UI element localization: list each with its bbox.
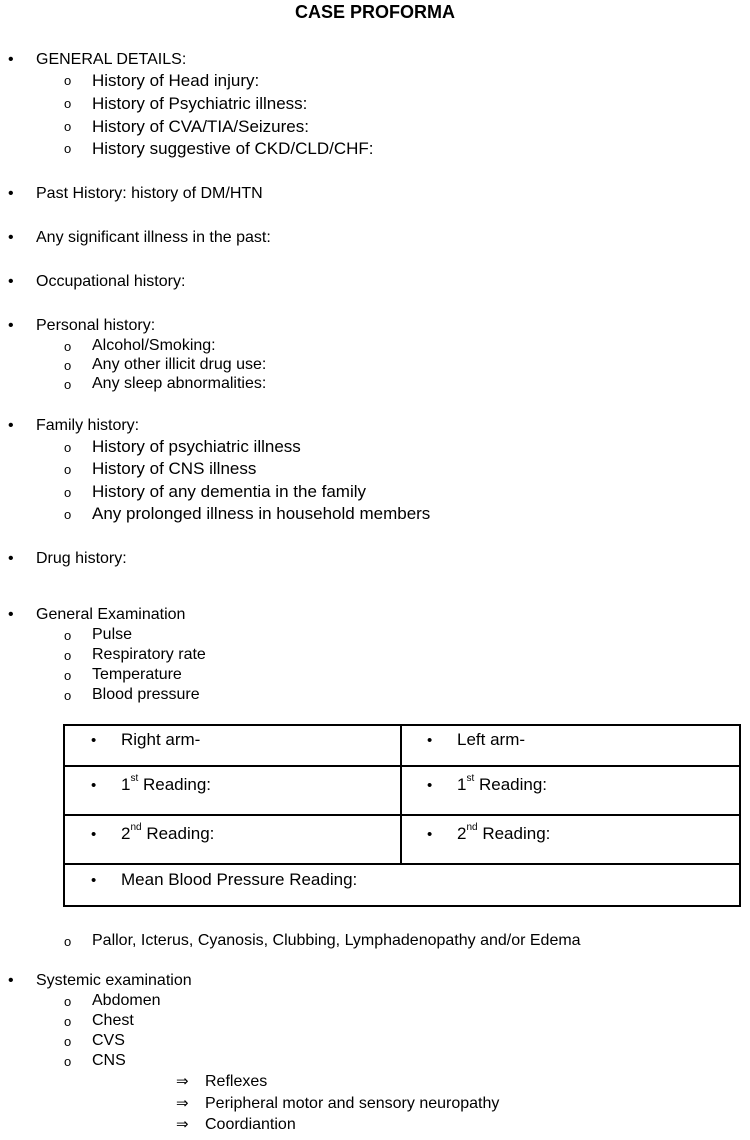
general-details-item: History of Head injury: — [92, 71, 260, 90]
significant-illness: Any significant illness in the past: — [36, 229, 271, 246]
arrow-icon: ⇒ — [176, 1116, 189, 1133]
bullet-icon: • — [427, 732, 433, 749]
sub-bullet-icon: o — [64, 96, 72, 111]
sub-bullet-icon: o — [64, 688, 72, 703]
sub-bullet-icon: o — [64, 1034, 72, 1049]
table-row-divider — [65, 765, 739, 767]
past-history: Past History: history of DM/HTN — [36, 185, 263, 202]
personal-history-label: Personal history: — [36, 317, 156, 334]
mean-bp-label: Mean Blood Pressure Reading: — [121, 870, 358, 889]
table-cell-left-second-reading — [427, 822, 551, 843]
sub-bullet-icon: o — [64, 485, 72, 500]
general-details-item: History of CVA/TIA/Seizures: — [92, 117, 309, 136]
bullet-icon: • — [8, 972, 14, 989]
family-history-item: Any prolonged illness in household members — [92, 504, 431, 523]
sub-bullet-icon: o — [64, 934, 72, 949]
bullet-icon: • — [427, 826, 433, 843]
general-examination-item: Pulse — [92, 626, 133, 643]
blood-pressure-table — [63, 724, 741, 907]
bullet-icon: • — [8, 185, 14, 202]
drug-history: Drug history: — [36, 550, 127, 567]
sub-bullet-icon: o — [64, 440, 72, 455]
systemic-examination-item: CVS — [92, 1032, 125, 1049]
table-cell-left-arm — [427, 731, 525, 748]
bullet-icon: • — [8, 417, 14, 434]
reading-label: Reading: — [482, 824, 551, 843]
table-row-divider — [65, 863, 739, 865]
table-cell-right-first-reading — [91, 773, 212, 794]
table-cell-right-second-reading — [91, 822, 215, 843]
bullet-icon: • — [91, 872, 97, 889]
ordinal-suffix: nd — [466, 822, 478, 833]
arrow-icon: ⇒ — [176, 1073, 189, 1090]
ordinal-number: 2 — [457, 824, 467, 843]
personal-history-item: Alcohol/Smoking: — [92, 337, 216, 354]
bullet-icon: • — [8, 317, 14, 334]
systemic-examination-item: CNS — [92, 1052, 126, 1069]
ordinal-suffix: st — [130, 773, 139, 784]
systemic-examination-item: Abdomen — [92, 992, 161, 1009]
sub-bullet-icon: o — [64, 994, 72, 1009]
ordinal-suffix: st — [466, 773, 475, 784]
sub-bullet-icon: o — [64, 377, 72, 392]
sub-bullet-icon: o — [64, 628, 72, 643]
systemic-examination-item: Chest — [92, 1012, 134, 1029]
bullet-icon: • — [8, 273, 14, 290]
table-cell-right-arm — [91, 731, 200, 748]
family-history-item: History of any dementia in the family — [92, 482, 367, 501]
personal-history-item: Any sleep abnormalities: — [92, 375, 267, 392]
bullet-icon: • — [427, 777, 433, 794]
arrow-icon: ⇒ — [176, 1095, 189, 1112]
ordinal-suffix: nd — [130, 822, 142, 833]
reading-label: Reading: — [142, 775, 212, 794]
bullet-icon: • — [91, 732, 97, 749]
occupational-history: Occupational history: — [36, 273, 186, 290]
reading-label: Reading: — [146, 824, 215, 843]
general-examination-item: Blood pressure — [92, 686, 200, 703]
cns-item: Reflexes — [205, 1073, 268, 1090]
family-history-label: Family history: — [36, 417, 140, 434]
sub-bullet-icon: o — [64, 141, 72, 156]
ordinal-number: 2 — [121, 824, 131, 843]
systemic-examination-label: Systemic examination — [36, 972, 192, 989]
table-cell-mean-reading — [91, 871, 357, 888]
bullet-icon: • — [8, 229, 14, 246]
family-history-item: History of psychiatric illness — [92, 437, 301, 456]
pallor-line: Pallor, Icterus, Cyanosis, Clubbing, Lymphadenopathy and/or Edema — [92, 932, 581, 949]
general-details-item: History of Psychiatric illness: — [92, 94, 308, 113]
bullet-icon: • — [8, 606, 14, 623]
bullet-icon: • — [91, 777, 97, 794]
sub-bullet-icon: o — [64, 507, 72, 522]
general-examination-label: General Examination — [36, 606, 186, 623]
page-title: CASE PROFORMA — [294, 2, 455, 22]
sub-bullet-icon: o — [64, 73, 72, 88]
general-examination-item: Temperature — [92, 666, 182, 683]
table-row-divider — [65, 814, 739, 816]
cns-item: Coordiantion — [205, 1116, 296, 1133]
sub-bullet-icon: o — [64, 648, 72, 663]
ordinal-number: 1 — [121, 775, 131, 794]
left-arm-label: Left arm- — [457, 730, 526, 749]
right-arm-label: Right arm- — [121, 730, 201, 749]
reading-label: Reading: — [478, 775, 548, 794]
sub-bullet-icon: o — [64, 462, 72, 477]
sub-bullet-icon: o — [64, 668, 72, 683]
bullet-icon: • — [8, 51, 14, 68]
bullet-icon: • — [8, 550, 14, 567]
sub-bullet-icon: o — [64, 1054, 72, 1069]
ordinal-number: 1 — [457, 775, 467, 794]
general-details-label: GENERAL DETAILS: — [36, 51, 187, 68]
cns-item: Peripheral motor and sensory neuropathy — [205, 1095, 500, 1112]
sub-bullet-icon: o — [64, 119, 72, 134]
sub-bullet-icon: o — [64, 1014, 72, 1029]
table-cell-left-first-reading — [427, 773, 548, 794]
family-history-item: History of CNS illness — [92, 459, 257, 478]
general-details-item: History suggestive of CKD/CLD/CHF: — [92, 139, 374, 158]
table-column-divider — [400, 726, 402, 863]
general-examination-item: Respiratory rate — [92, 646, 206, 663]
bullet-icon: • — [91, 826, 97, 843]
personal-history-item: Any other illicit drug use: — [92, 356, 267, 373]
sub-bullet-icon: o — [64, 358, 72, 373]
sub-bullet-icon: o — [64, 339, 72, 354]
